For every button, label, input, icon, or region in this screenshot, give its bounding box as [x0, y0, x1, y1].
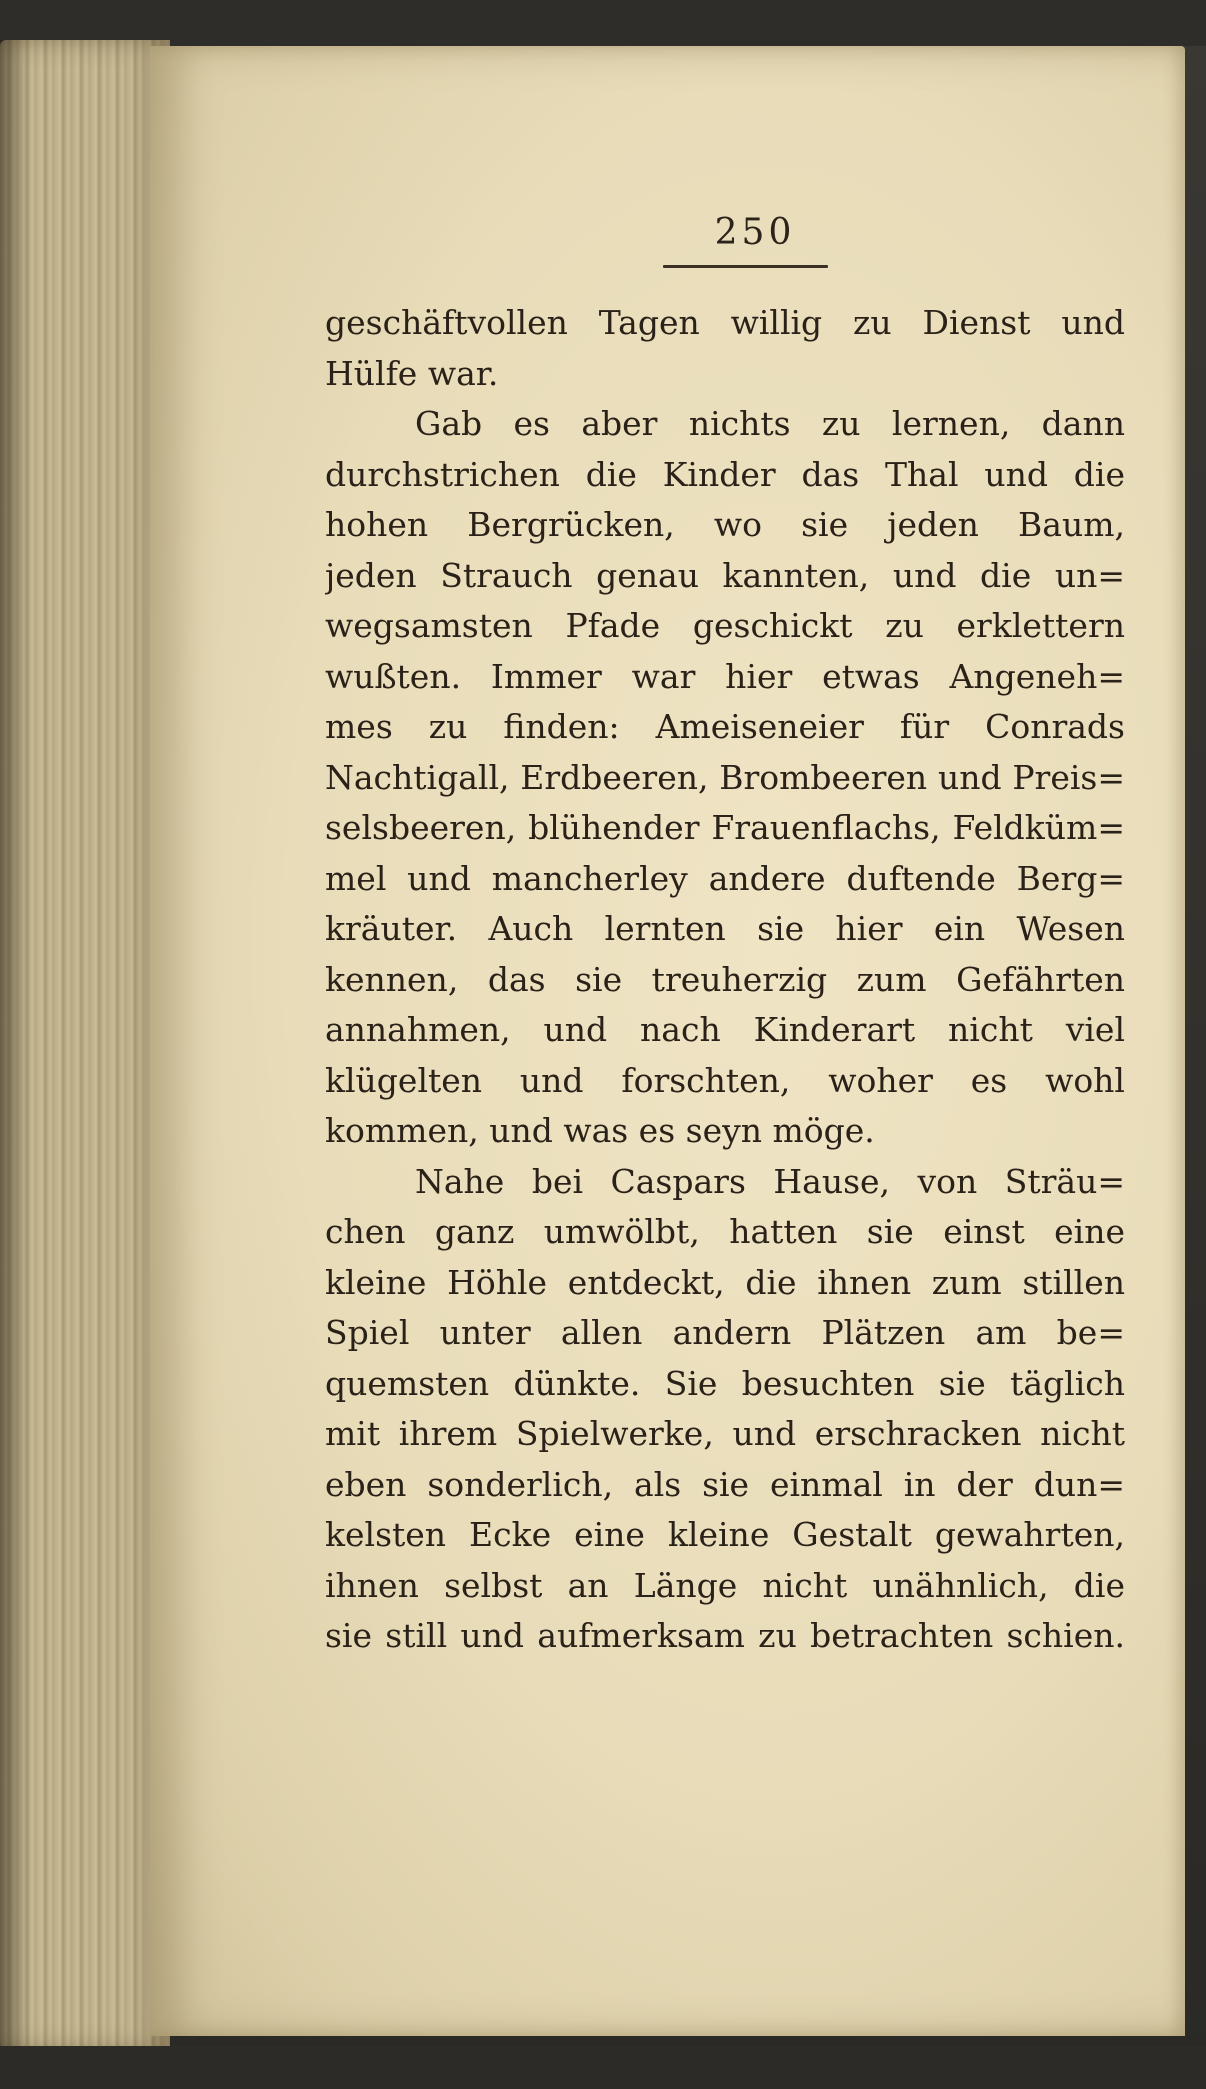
- text-line: Gab es aber nichts zu lernen, dann: [415, 404, 1125, 443]
- text-line: kleine Höhle entdeckt, die ihnen zum stillen: [325, 1262, 1125, 1302]
- text-line: geschäftvollen Tagen willig zu Dienst und: [325, 303, 1125, 342]
- text-line: wußten. Immer war hier etwas Angeneh=: [325, 656, 1125, 696]
- text-line: Hülfe war.: [325, 353, 499, 393]
- text-line: kräuter. Auch lernten sie hier ein Wesen: [325, 909, 1125, 948]
- text-line: kelsten Ecke eine kleine Gestalt gewahrten,: [325, 1515, 1125, 1554]
- text-line: annahmen, und nach Kinderart nicht viel: [325, 1010, 1125, 1049]
- text-line: sie still und aufmerksam zu betrachten schien.: [325, 1616, 1125, 1655]
- page-number-rule: [663, 265, 828, 268]
- text-line: Nachtigall, Erdbeeren, Brombeeren und Preis=: [325, 757, 1125, 797]
- text-line: selsbeeren, blühender Frauenflachs, Feldküm=: [325, 808, 1125, 847]
- text-line: wegsamsten Pfade geschickt zu erklettern: [325, 606, 1125, 645]
- text-line: kennen, das sie treuherzig zum Gefährten: [325, 959, 1125, 999]
- scan-background-bottom: [0, 2046, 1206, 2089]
- text-line: Nahe bei Caspars Hause, von Sträu=: [415, 1161, 1125, 1201]
- text-line: mit ihrem Spielwerke, und erschracken nicht: [325, 1414, 1125, 1453]
- text-line: eben sonderlich, als sie einmal in der dun=: [325, 1464, 1125, 1504]
- scan-background-top: [0, 0, 1206, 46]
- text-line: hohen Bergrücken, wo sie jeden Baum,: [325, 505, 1125, 544]
- text-line: kommen, und was es seyn möge.: [325, 1111, 875, 1150]
- text-line: jeden Strauch genau kannten, und die un=: [325, 555, 1125, 595]
- text-line: mel und mancherley andere duftende Berg=: [325, 858, 1125, 898]
- text-line: chen ganz umwölbt, hatten sie einst eine: [325, 1212, 1125, 1251]
- text-line: quemsten dünkte. Sie besuchten sie täglich: [325, 1363, 1125, 1403]
- text-line: durchstrichen die Kinder das Thal und die: [325, 454, 1125, 494]
- text-line: klügelten und forschten, woher es wohl: [325, 1060, 1125, 1100]
- text-line: ihnen selbst an Länge nicht unähnlich, die: [325, 1565, 1125, 1605]
- page-edges-gutter: [0, 40, 170, 2050]
- page-number: 250: [714, 212, 796, 253]
- page-body-text: [325, 298, 1125, 1662]
- text-line: mes zu finden: Ameiseneier für Conrads: [325, 707, 1125, 746]
- text-line: Spiel unter allen andern Plätzen am be=: [325, 1313, 1125, 1352]
